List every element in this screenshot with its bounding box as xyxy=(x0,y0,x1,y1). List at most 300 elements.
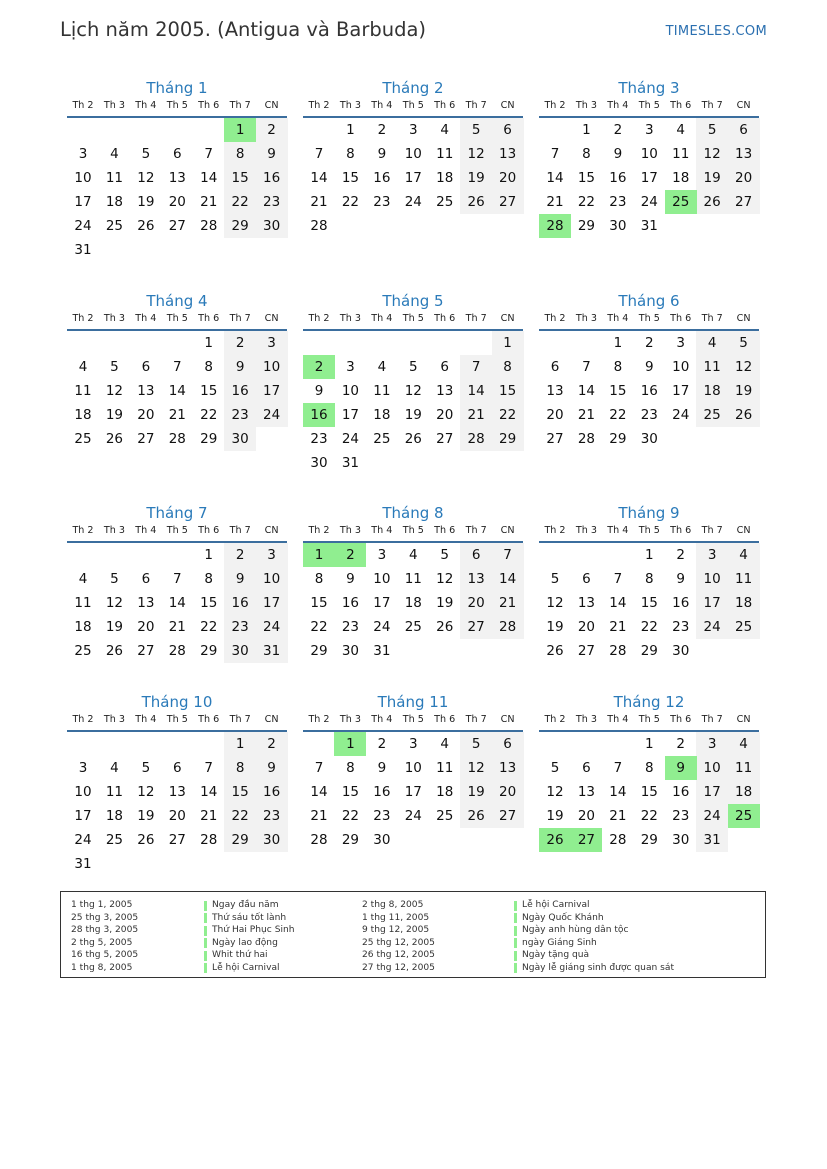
day-cell[interactable]: 19 xyxy=(137,808,155,824)
day-cell[interactable]: 21 xyxy=(200,194,218,210)
holiday-day[interactable]: 1 xyxy=(303,543,335,567)
day-cell[interactable]: 25 xyxy=(74,431,92,447)
day-cell[interactable]: 18 xyxy=(105,194,124,210)
day-cell[interactable]: 5 xyxy=(471,736,481,752)
day-cell[interactable]: 27 xyxy=(546,431,564,447)
day-cell[interactable]: 7 xyxy=(172,571,182,587)
holiday-day[interactable]: 16 xyxy=(303,403,335,427)
day-cell[interactable]: 29 xyxy=(231,832,249,848)
day-cell[interactable]: 30 xyxy=(609,218,627,234)
day-cell[interactable]: 28 xyxy=(310,218,328,234)
day-cell[interactable]: 28 xyxy=(577,431,596,447)
day-cell[interactable]: 28 xyxy=(609,832,627,848)
day-cell[interactable]: 16 xyxy=(373,170,391,186)
day-cell[interactable]: 26 xyxy=(467,808,485,824)
day-cell[interactable]: 26 xyxy=(734,407,753,423)
day-cell[interactable]: 3 xyxy=(408,736,418,752)
day-cell[interactable]: 5 xyxy=(550,571,560,587)
day-cell[interactable]: 22 xyxy=(341,194,360,210)
day-cell[interactable]: 6 xyxy=(550,359,560,375)
day-cell[interactable]: 16 xyxy=(341,595,360,611)
day-cell[interactable]: 20 xyxy=(734,170,753,186)
day-cell[interactable]: 17 xyxy=(74,194,92,210)
day-cell[interactable]: 18 xyxy=(74,407,92,423)
day-cell[interactable]: 5 xyxy=(707,122,717,138)
day-cell[interactable]: 7 xyxy=(503,547,512,563)
day-cell[interactable]: 31 xyxy=(341,455,360,471)
day-cell[interactable]: 4 xyxy=(110,146,119,162)
day-cell[interactable]: 1 xyxy=(204,547,214,563)
day-cell[interactable]: 3 xyxy=(644,122,654,138)
day-cell[interactable]: 25 xyxy=(373,431,391,447)
holiday-day[interactable]: 9 xyxy=(665,756,697,780)
day-cell[interactable]: 5 xyxy=(141,146,151,162)
day-cell[interactable]: 31 xyxy=(74,856,92,872)
day-cell[interactable]: 23 xyxy=(672,619,690,635)
day-cell[interactable]: 1 xyxy=(503,335,512,351)
day-cell[interactable]: 18 xyxy=(436,784,454,800)
day-cell[interactable]: 13 xyxy=(577,595,596,611)
holiday-day[interactable]: 25 xyxy=(728,804,760,828)
day-cell[interactable]: 24 xyxy=(262,407,281,423)
day-cell[interactable]: 26 xyxy=(436,619,454,635)
day-cell[interactable]: 30 xyxy=(262,832,281,848)
day-cell[interactable]: 25 xyxy=(105,832,124,848)
day-cell[interactable]: 11 xyxy=(436,760,454,776)
day-cell[interactable]: 10 xyxy=(341,383,360,399)
day-cell[interactable]: 18 xyxy=(734,595,753,611)
day-cell[interactable]: 9 xyxy=(235,359,245,375)
day-cell[interactable]: 11 xyxy=(105,170,124,186)
day-cell[interactable]: 2 xyxy=(676,547,686,563)
day-cell[interactable]: 8 xyxy=(644,571,654,587)
holiday-day[interactable]: 1 xyxy=(334,732,366,756)
day-cell[interactable]: 30 xyxy=(672,832,690,848)
day-cell[interactable]: 15 xyxy=(498,383,517,399)
day-cell[interactable]: 16 xyxy=(373,784,391,800)
day-cell[interactable]: 29 xyxy=(200,431,218,447)
day-cell[interactable]: 11 xyxy=(105,784,124,800)
day-cell[interactable]: 21 xyxy=(609,808,627,824)
day-cell[interactable]: 3 xyxy=(346,359,355,375)
day-cell[interactable]: 25 xyxy=(404,619,422,635)
day-cell[interactable]: 12 xyxy=(137,784,155,800)
day-cell[interactable]: 10 xyxy=(404,146,422,162)
day-cell[interactable]: 21 xyxy=(609,619,627,635)
day-cell[interactable]: 20 xyxy=(546,407,564,423)
day-cell[interactable]: 1 xyxy=(644,736,654,752)
holiday-day[interactable]: 25 xyxy=(665,190,697,214)
day-cell[interactable]: 21 xyxy=(310,194,328,210)
day-cell[interactable]: 16 xyxy=(231,383,249,399)
day-cell[interactable]: 2 xyxy=(267,122,276,138)
day-cell[interactable]: 22 xyxy=(231,808,249,824)
day-cell[interactable]: 8 xyxy=(235,760,245,776)
day-cell[interactable]: 17 xyxy=(74,808,92,824)
day-cell[interactable]: 27 xyxy=(436,431,454,447)
day-cell[interactable]: 7 xyxy=(314,760,324,776)
day-cell[interactable]: 2 xyxy=(644,335,654,351)
day-cell[interactable]: 4 xyxy=(377,359,387,375)
day-cell[interactable]: 21 xyxy=(577,407,596,423)
day-cell[interactable]: 29 xyxy=(310,643,328,659)
day-cell[interactable]: 17 xyxy=(373,595,391,611)
day-cell[interactable]: 11 xyxy=(703,359,721,375)
day-cell[interactable]: 3 xyxy=(707,547,717,563)
day-cell[interactable]: 14 xyxy=(609,595,627,611)
day-cell[interactable]: 17 xyxy=(672,383,690,399)
day-cell[interactable]: 7 xyxy=(550,146,560,162)
day-cell[interactable]: 13 xyxy=(436,383,454,399)
day-cell[interactable]: 5 xyxy=(110,571,119,587)
day-cell[interactable]: 10 xyxy=(74,784,92,800)
day-cell[interactable]: 23 xyxy=(373,194,391,210)
day-cell[interactable]: 29 xyxy=(577,218,596,234)
day-cell[interactable]: 12 xyxy=(546,595,564,611)
day-cell[interactable]: 26 xyxy=(105,643,124,659)
day-cell[interactable]: 17 xyxy=(341,407,360,423)
day-cell[interactable]: 30 xyxy=(231,431,249,447)
day-cell[interactable]: 29 xyxy=(341,832,360,848)
day-cell[interactable]: 4 xyxy=(78,359,88,375)
day-cell[interactable]: 15 xyxy=(640,595,658,611)
day-cell[interactable]: 6 xyxy=(739,122,748,138)
day-cell[interactable]: 26 xyxy=(105,431,124,447)
day-cell[interactable]: 19 xyxy=(546,808,564,824)
day-cell[interactable]: 24 xyxy=(404,808,422,824)
day-cell[interactable]: 9 xyxy=(267,760,276,776)
day-cell[interactable]: 22 xyxy=(609,407,627,423)
day-cell[interactable]: 15 xyxy=(200,595,218,611)
day-cell[interactable]: 17 xyxy=(703,595,721,611)
day-cell[interactable]: 13 xyxy=(498,760,517,776)
day-cell[interactable]: 11 xyxy=(74,595,92,611)
day-cell[interactable]: 28 xyxy=(200,218,218,234)
day-cell[interactable]: 14 xyxy=(200,170,218,186)
day-cell[interactable]: 13 xyxy=(467,571,485,587)
day-cell[interactable]: 31 xyxy=(703,832,721,848)
holiday-day[interactable]: 2 xyxy=(334,543,366,567)
day-cell[interactable]: 20 xyxy=(137,619,155,635)
day-cell[interactable]: 30 xyxy=(262,218,281,234)
day-cell[interactable]: 12 xyxy=(703,146,721,162)
day-cell[interactable]: 26 xyxy=(137,832,155,848)
day-cell[interactable]: 24 xyxy=(404,194,422,210)
day-cell[interactable]: 23 xyxy=(373,808,391,824)
day-cell[interactable]: 5 xyxy=(110,359,119,375)
day-cell[interactable]: 14 xyxy=(310,170,328,186)
day-cell[interactable]: 11 xyxy=(436,146,454,162)
day-cell[interactable]: 9 xyxy=(235,571,245,587)
day-cell[interactable]: 15 xyxy=(310,595,328,611)
day-cell[interactable]: 7 xyxy=(314,146,324,162)
day-cell[interactable]: 24 xyxy=(703,808,721,824)
holiday-day[interactable]: 1 xyxy=(224,118,256,142)
day-cell[interactable]: 23 xyxy=(262,194,281,210)
day-cell[interactable]: 21 xyxy=(467,407,485,423)
day-cell[interactable]: 5 xyxy=(408,359,418,375)
day-cell[interactable]: 5 xyxy=(471,122,481,138)
day-cell[interactable]: 5 xyxy=(739,335,748,351)
day-cell[interactable]: 10 xyxy=(373,571,391,587)
day-cell[interactable]: 28 xyxy=(168,431,186,447)
day-cell[interactable]: 9 xyxy=(346,571,355,587)
day-cell[interactable]: 30 xyxy=(341,643,360,659)
day-cell[interactable]: 3 xyxy=(707,736,717,752)
day-cell[interactable]: 25 xyxy=(703,407,721,423)
day-cell[interactable]: 12 xyxy=(137,170,155,186)
day-cell[interactable]: 1 xyxy=(613,335,623,351)
day-cell[interactable]: 3 xyxy=(78,760,88,776)
day-cell[interactable]: 16 xyxy=(609,170,627,186)
day-cell[interactable]: 30 xyxy=(640,431,658,447)
day-cell[interactable]: 21 xyxy=(168,619,186,635)
day-cell[interactable]: 17 xyxy=(703,784,721,800)
holiday-day[interactable]: 27 xyxy=(570,828,602,852)
day-cell[interactable]: 31 xyxy=(262,643,281,659)
day-cell[interactable]: 6 xyxy=(440,359,450,375)
day-cell[interactable]: 2 xyxy=(613,122,623,138)
day-cell[interactable]: 19 xyxy=(404,407,422,423)
day-cell[interactable]: 19 xyxy=(467,170,485,186)
day-cell[interactable]: 17 xyxy=(404,170,422,186)
day-cell[interactable]: 16 xyxy=(231,595,249,611)
day-cell[interactable]: 17 xyxy=(262,383,281,399)
day-cell[interactable]: 3 xyxy=(267,547,276,563)
day-cell[interactable]: 14 xyxy=(577,383,596,399)
day-cell[interactable]: 9 xyxy=(377,146,387,162)
day-cell[interactable]: 3 xyxy=(78,146,88,162)
day-cell[interactable]: 10 xyxy=(262,571,281,587)
day-cell[interactable]: 4 xyxy=(78,571,88,587)
day-cell[interactable]: 21 xyxy=(546,194,564,210)
day-cell[interactable]: 16 xyxy=(262,170,281,186)
day-cell[interactable]: 23 xyxy=(262,808,281,824)
day-cell[interactable]: 18 xyxy=(373,407,391,423)
day-cell[interactable]: 29 xyxy=(498,431,517,447)
holiday-day[interactable]: 28 xyxy=(539,214,571,238)
day-cell[interactable]: 22 xyxy=(200,619,218,635)
day-cell[interactable]: 1 xyxy=(235,736,245,752)
day-cell[interactable]: 11 xyxy=(734,571,753,587)
day-cell[interactable]: 14 xyxy=(498,571,517,587)
day-cell[interactable]: 16 xyxy=(672,784,690,800)
day-cell[interactable]: 18 xyxy=(703,383,721,399)
day-cell[interactable]: 23 xyxy=(231,619,249,635)
day-cell[interactable]: 20 xyxy=(467,595,485,611)
day-cell[interactable]: 22 xyxy=(577,194,596,210)
day-cell[interactable]: 12 xyxy=(467,146,485,162)
day-cell[interactable]: 18 xyxy=(404,595,422,611)
day-cell[interactable]: 23 xyxy=(640,407,658,423)
day-cell[interactable]: 20 xyxy=(168,808,186,824)
day-cell[interactable]: 7 xyxy=(204,146,214,162)
day-cell[interactable]: 20 xyxy=(577,808,596,824)
day-cell[interactable]: 20 xyxy=(498,784,517,800)
day-cell[interactable]: 11 xyxy=(74,383,92,399)
day-cell[interactable]: 31 xyxy=(640,218,658,234)
day-cell[interactable]: 15 xyxy=(200,383,218,399)
day-cell[interactable]: 27 xyxy=(467,619,485,635)
day-cell[interactable]: 24 xyxy=(373,619,391,635)
day-cell[interactable]: 29 xyxy=(231,218,249,234)
day-cell[interactable]: 28 xyxy=(310,832,328,848)
day-cell[interactable]: 14 xyxy=(168,383,186,399)
day-cell[interactable]: 17 xyxy=(640,170,658,186)
day-cell[interactable]: 16 xyxy=(672,595,690,611)
day-cell[interactable]: 24 xyxy=(74,832,92,848)
day-cell[interactable]: 25 xyxy=(436,194,454,210)
day-cell[interactable]: 22 xyxy=(231,194,249,210)
day-cell[interactable]: 29 xyxy=(609,431,627,447)
day-cell[interactable]: 8 xyxy=(582,146,591,162)
holiday-day[interactable]: 26 xyxy=(539,828,571,852)
day-cell[interactable]: 19 xyxy=(105,407,124,423)
site-link[interactable]: TIMESLES.COM xyxy=(665,24,767,39)
day-cell[interactable]: 29 xyxy=(640,643,658,659)
day-cell[interactable]: 28 xyxy=(498,619,517,635)
day-cell[interactable]: 20 xyxy=(137,407,155,423)
day-cell[interactable]: 10 xyxy=(404,760,422,776)
day-cell[interactable]: 28 xyxy=(609,643,627,659)
day-cell[interactable]: 17 xyxy=(404,784,422,800)
day-cell[interactable]: 13 xyxy=(734,146,753,162)
day-cell[interactable]: 31 xyxy=(74,242,92,258)
day-cell[interactable]: 7 xyxy=(613,571,623,587)
day-cell[interactable]: 27 xyxy=(577,643,596,659)
day-cell[interactable]: 6 xyxy=(141,571,151,587)
day-cell[interactable]: 18 xyxy=(734,784,753,800)
day-cell[interactable]: 18 xyxy=(105,808,124,824)
day-cell[interactable]: 2 xyxy=(377,122,387,138)
day-cell[interactable]: 27 xyxy=(137,643,155,659)
day-cell[interactable]: 8 xyxy=(503,359,512,375)
day-cell[interactable]: 31 xyxy=(373,643,391,659)
day-cell[interactable]: 24 xyxy=(341,431,360,447)
day-cell[interactable]: 10 xyxy=(703,760,721,776)
day-cell[interactable]: 22 xyxy=(498,407,517,423)
day-cell[interactable]: 14 xyxy=(168,595,186,611)
day-cell[interactable]: 19 xyxy=(467,784,485,800)
day-cell[interactable]: 20 xyxy=(498,170,517,186)
day-cell[interactable]: 24 xyxy=(703,619,721,635)
day-cell[interactable]: 30 xyxy=(672,643,690,659)
day-cell[interactable]: 2 xyxy=(235,335,245,351)
day-cell[interactable]: 7 xyxy=(204,760,214,776)
day-cell[interactable]: 10 xyxy=(703,571,721,587)
day-cell[interactable]: 4 xyxy=(676,122,686,138)
day-cell[interactable]: 8 xyxy=(314,571,324,587)
day-cell[interactable]: 21 xyxy=(498,595,517,611)
day-cell[interactable]: 7 xyxy=(471,359,481,375)
day-cell[interactable]: 9 xyxy=(377,760,387,776)
day-cell[interactable]: 22 xyxy=(310,619,328,635)
day-cell[interactable]: 9 xyxy=(676,571,686,587)
day-cell[interactable]: 2 xyxy=(377,736,387,752)
day-cell[interactable]: 12 xyxy=(546,784,564,800)
day-cell[interactable]: 5 xyxy=(550,760,560,776)
day-cell[interactable]: 2 xyxy=(235,547,245,563)
day-cell[interactable]: 15 xyxy=(577,170,596,186)
holiday-day[interactable]: 2 xyxy=(303,355,335,379)
day-cell[interactable]: 4 xyxy=(408,547,418,563)
day-cell[interactable]: 4 xyxy=(739,547,748,563)
day-cell[interactable]: 5 xyxy=(440,547,450,563)
day-cell[interactable]: 20 xyxy=(436,407,454,423)
day-cell[interactable]: 23 xyxy=(609,194,627,210)
day-cell[interactable]: 11 xyxy=(404,571,422,587)
day-cell[interactable]: 12 xyxy=(734,359,753,375)
day-cell[interactable]: 13 xyxy=(577,784,596,800)
day-cell[interactable]: 27 xyxy=(734,194,753,210)
day-cell[interactable]: 9 xyxy=(613,146,623,162)
day-cell[interactable]: 15 xyxy=(341,170,360,186)
day-cell[interactable]: 15 xyxy=(341,784,360,800)
day-cell[interactable]: 16 xyxy=(262,784,281,800)
day-cell[interactable]: 13 xyxy=(546,383,564,399)
day-cell[interactable]: 7 xyxy=(613,760,623,776)
day-cell[interactable]: 11 xyxy=(734,760,753,776)
day-cell[interactable]: 6 xyxy=(503,122,512,138)
day-cell[interactable]: 8 xyxy=(346,760,355,776)
day-cell[interactable]: 25 xyxy=(105,218,124,234)
day-cell[interactable]: 1 xyxy=(346,122,355,138)
day-cell[interactable]: 29 xyxy=(200,643,218,659)
day-cell[interactable]: 13 xyxy=(168,784,186,800)
day-cell[interactable]: 19 xyxy=(734,383,753,399)
day-cell[interactable]: 3 xyxy=(676,335,686,351)
day-cell[interactable]: 19 xyxy=(703,170,721,186)
day-cell[interactable]: 13 xyxy=(137,595,155,611)
day-cell[interactable]: 1 xyxy=(204,335,214,351)
day-cell[interactable]: 5 xyxy=(141,760,151,776)
day-cell[interactable]: 1 xyxy=(582,122,591,138)
day-cell[interactable]: 6 xyxy=(172,146,182,162)
day-cell[interactable]: 6 xyxy=(172,760,182,776)
day-cell[interactable]: 30 xyxy=(231,643,249,659)
day-cell[interactable]: 15 xyxy=(640,784,658,800)
day-cell[interactable]: 10 xyxy=(262,359,281,375)
day-cell[interactable]: 9 xyxy=(314,383,324,399)
day-cell[interactable]: 20 xyxy=(577,619,596,635)
day-cell[interactable]: 22 xyxy=(200,407,218,423)
day-cell[interactable]: 24 xyxy=(262,619,281,635)
day-cell[interactable]: 22 xyxy=(341,808,360,824)
day-cell[interactable]: 19 xyxy=(436,595,454,611)
day-cell[interactable]: 22 xyxy=(640,808,658,824)
day-cell[interactable]: 30 xyxy=(310,455,328,471)
day-cell[interactable]: 23 xyxy=(310,431,328,447)
day-cell[interactable]: 12 xyxy=(404,383,422,399)
day-cell[interactable]: 11 xyxy=(373,383,391,399)
day-cell[interactable]: 13 xyxy=(498,146,517,162)
day-cell[interactable]: 21 xyxy=(168,407,186,423)
day-cell[interactable]: 7 xyxy=(172,359,182,375)
day-cell[interactable]: 10 xyxy=(640,146,658,162)
day-cell[interactable]: 6 xyxy=(582,571,591,587)
day-cell[interactable]: 27 xyxy=(498,808,517,824)
day-cell[interactable]: 1 xyxy=(644,547,654,563)
day-cell[interactable]: 27 xyxy=(168,832,186,848)
day-cell[interactable]: 8 xyxy=(204,359,214,375)
day-cell[interactable]: 11 xyxy=(672,146,690,162)
day-cell[interactable]: 10 xyxy=(74,170,92,186)
day-cell[interactable]: 21 xyxy=(310,808,328,824)
day-cell[interactable]: 6 xyxy=(141,359,151,375)
day-cell[interactable]: 26 xyxy=(546,643,564,659)
day-cell[interactable]: 15 xyxy=(231,170,249,186)
day-cell[interactable]: 26 xyxy=(137,218,155,234)
